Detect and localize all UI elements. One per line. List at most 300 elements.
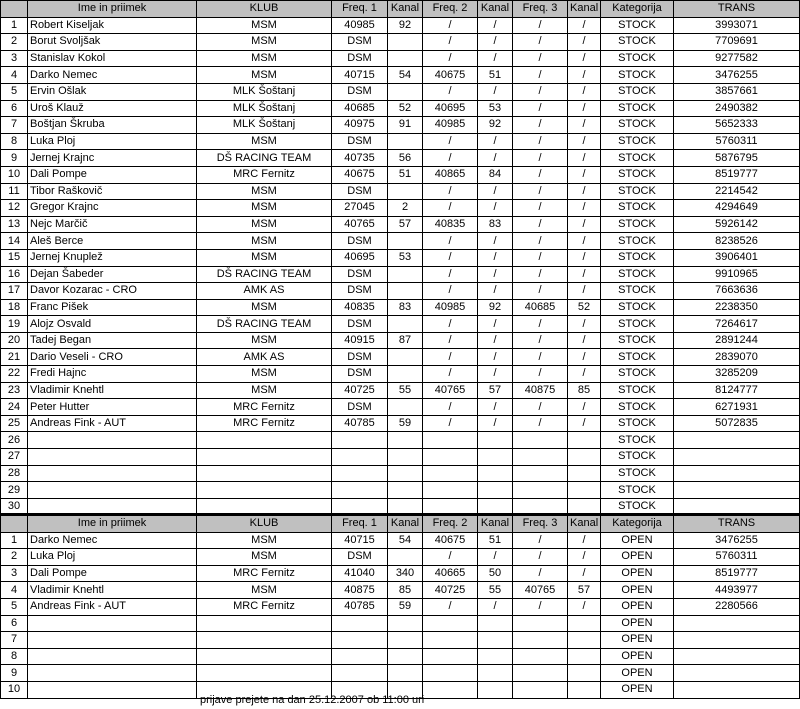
driver-name-cell: Andreas Fink - AUT [28,598,197,615]
freq-1-cell [332,615,388,632]
freq-2-cell: 40725 [423,582,478,599]
freq-1-cell: DSM [332,316,388,333]
freq-3-cell: / [513,565,568,582]
freq-2-cell: 40985 [423,117,478,134]
freq-3-cell [513,432,568,449]
row-number-cell: 9 [1,665,28,682]
transponder-cell [674,632,800,649]
channel-3-cell: / [568,565,601,582]
category-cell: STOCK [601,349,674,366]
club-cell: DŠ RACING TEAM [197,150,332,167]
channel-3-cell: / [568,67,601,84]
club-cell: MSM [197,549,332,566]
driver-name-cell: Boštjan Škruba [28,117,197,134]
channel-2-cell: 50 [478,565,513,582]
category-cell: OPEN [601,665,674,682]
channel-1-cell [388,432,423,449]
freq-3-cell [513,615,568,632]
row-number-cell: 23 [1,382,28,399]
club-cell: MSM [197,249,332,266]
driver-name-cell: Aleš Berce [28,233,197,250]
row-number-cell: 15 [1,249,28,266]
freq-1-cell: 40715 [332,532,388,549]
driver-name-cell: Vladimir Knehtl [28,382,197,399]
channel-2-cell: / [478,249,513,266]
transponder-cell: 8519777 [674,166,800,183]
transponder-cell [674,449,800,466]
transponder-cell: 2839070 [674,349,800,366]
freq-2-cell [423,665,478,682]
driver-name-cell: Andreas Fink - AUT [28,415,197,432]
table-row [1,615,800,632]
freq-2-cell: / [423,200,478,217]
channel-2-cell: / [478,34,513,51]
club-cell: MSM [197,332,332,349]
channel-2-cell: / [478,183,513,200]
category-cell: STOCK [601,166,674,183]
channel-3-cell: 57 [568,582,601,599]
freq-3-cell: / [513,549,568,566]
row-number-cell: 29 [1,482,28,499]
freq-2-cell: / [423,283,478,300]
category-cell: OPEN [601,598,674,615]
category-cell: STOCK [601,299,674,316]
driver-name-cell: Fredi Hajnc [28,366,197,383]
table-row [1,133,800,150]
freq-3-cell: / [513,233,568,250]
category-cell: STOCK [601,482,674,499]
channel-2-cell [478,665,513,682]
row-number-cell: 12 [1,200,28,217]
channel-2-cell: / [478,598,513,615]
freq-3-cell: / [513,366,568,383]
freq-1-cell [332,665,388,682]
column-header-channel-3: Kanal [568,1,601,18]
freq-3-cell [513,465,568,482]
freq-1-cell: 40765 [332,216,388,233]
freq-1-cell [332,632,388,649]
freq-3-cell [513,482,568,499]
freq-1-cell: 40985 [332,17,388,34]
transponder-cell: 3285209 [674,366,800,383]
club-cell: MSM [197,17,332,34]
channel-3-cell [568,432,601,449]
transponder-cell: 5760311 [674,133,800,150]
row-number-cell: 3 [1,565,28,582]
channel-1-cell [388,50,423,67]
freq-1-cell: 40675 [332,166,388,183]
driver-name-cell [28,482,197,499]
category-cell: STOCK [601,117,674,134]
category-cell: STOCK [601,498,674,515]
table-row [1,166,800,183]
category-cell: STOCK [601,366,674,383]
table-row [1,598,800,615]
category-cell: STOCK [601,382,674,399]
channel-1-cell [388,665,423,682]
table-row [1,632,800,649]
category-cell: STOCK [601,332,674,349]
row-number-cell: 5 [1,83,28,100]
club-cell: DŠ RACING TEAM [197,316,332,333]
channel-3-cell: 85 [568,382,601,399]
category-cell: STOCK [601,283,674,300]
category-cell: STOCK [601,233,674,250]
channel-1-cell [388,183,423,200]
transponder-cell: 2891244 [674,332,800,349]
table-row [1,216,800,233]
transponder-cell: 2280566 [674,598,800,615]
freq-2-cell: 40675 [423,67,478,84]
freq-1-cell: DSM [332,549,388,566]
transponder-cell: 9277582 [674,50,800,67]
driver-name-cell: Robert Kiseljak [28,17,197,34]
transponder-cell: 3857661 [674,83,800,100]
row-number-cell: 9 [1,150,28,167]
driver-name-cell: Dejan Šabeder [28,266,197,283]
channel-1-cell: 59 [388,415,423,432]
column-header-row-number [1,516,28,533]
freq-1-cell: 40785 [332,598,388,615]
row-number-cell: 8 [1,648,28,665]
table-row [1,366,800,383]
channel-1-cell: 83 [388,299,423,316]
transponder-cell [674,465,800,482]
driver-name-cell: Borut Svoljšak [28,34,197,51]
freq-1-cell: 40685 [332,100,388,117]
club-cell: MSM [197,50,332,67]
club-cell [197,615,332,632]
column-header-freq-3: Freq. 3 [513,1,568,18]
driver-name-cell [28,432,197,449]
transponder-cell: 7264617 [674,316,800,333]
row-number-cell: 2 [1,34,28,51]
club-cell: MSM [197,366,332,383]
freq-2-cell: / [423,316,478,333]
open-header-row [1,516,800,533]
column-header-channel-1: Kanal [388,1,423,18]
row-number-cell: 27 [1,449,28,466]
freq-2-cell: / [423,249,478,266]
table-row [1,532,800,549]
channel-2-cell [478,615,513,632]
freq-1-cell: DSM [332,133,388,150]
table-row [1,67,800,84]
transponder-cell: 3993071 [674,17,800,34]
transponder-cell [674,648,800,665]
category-cell: STOCK [601,465,674,482]
channel-2-cell: / [478,283,513,300]
freq-3-cell [513,665,568,682]
freq-3-cell: / [513,50,568,67]
row-number-cell: 7 [1,117,28,134]
column-header-transponder: TRANS [674,1,800,18]
freq-1-cell [332,648,388,665]
channel-3-cell: / [568,233,601,250]
column-header-freq-2: Freq. 2 [423,516,478,533]
column-header-driver-name: Ime in priimek [28,1,197,18]
category-cell: STOCK [601,316,674,333]
table-row [1,233,800,250]
driver-name-cell [28,449,197,466]
channel-3-cell: / [568,17,601,34]
freq-2-cell: 40865 [423,166,478,183]
freq-3-cell: / [513,349,568,366]
driver-name-cell [28,681,197,698]
freq-3-cell [513,632,568,649]
category-cell: OPEN [601,532,674,549]
driver-name-cell: Franc Pišek [28,299,197,316]
row-number-cell: 24 [1,399,28,416]
channel-3-cell [568,665,601,682]
transponder-cell [674,432,800,449]
club-cell [197,482,332,499]
table-row [1,382,800,399]
category-cell: STOCK [601,67,674,84]
freq-3-cell [513,449,568,466]
freq-2-cell [423,632,478,649]
freq-3-cell: / [513,332,568,349]
category-cell: STOCK [601,34,674,51]
club-cell [197,648,332,665]
channel-3-cell: / [568,216,601,233]
driver-name-cell: Ervin Ošlak [28,83,197,100]
channel-1-cell [388,449,423,466]
club-cell: MRC Fernitz [197,598,332,615]
channel-3-cell: / [568,249,601,266]
club-cell: MSM [197,216,332,233]
channel-3-cell [568,632,601,649]
channel-2-cell: 83 [478,216,513,233]
channel-1-cell: 53 [388,249,423,266]
channel-3-cell: 52 [568,299,601,316]
row-number-cell: 6 [1,100,28,117]
channel-2-cell: 53 [478,100,513,117]
stock-header-row [1,1,800,18]
club-cell [197,465,332,482]
driver-name-cell: Dali Pompe [28,565,197,582]
channel-3-cell [568,681,601,698]
row-number-cell: 4 [1,67,28,84]
freq-2-cell: / [423,366,478,383]
table-row [1,316,800,333]
driver-name-cell: Tadej Began [28,332,197,349]
freq-2-cell [423,482,478,499]
row-number-cell: 5 [1,598,28,615]
channel-1-cell: 92 [388,17,423,34]
channel-2-cell: / [478,316,513,333]
transponder-cell: 8238526 [674,233,800,250]
freq-3-cell: / [513,283,568,300]
channel-1-cell [388,34,423,51]
transponder-cell: 5926142 [674,216,800,233]
channel-1-cell [388,482,423,499]
channel-1-cell [388,233,423,250]
channel-1-cell [388,266,423,283]
stock-body [1,17,800,515]
freq-1-cell [332,465,388,482]
category-cell: OPEN [601,549,674,566]
transponder-cell: 2238350 [674,299,800,316]
column-header-freq-1: Freq. 1 [332,1,388,18]
freq-3-cell: / [513,17,568,34]
freq-1-cell: 40725 [332,382,388,399]
channel-1-cell: 2 [388,200,423,217]
channel-3-cell: / [568,100,601,117]
table-row [1,100,800,117]
channel-2-cell: 92 [478,117,513,134]
row-number-cell: 26 [1,432,28,449]
freq-3-cell: / [513,249,568,266]
table-row [1,582,800,599]
channel-1-cell: 59 [388,598,423,615]
freq-2-cell: / [423,17,478,34]
category-cell: STOCK [601,133,674,150]
column-header-driver-name: Ime in priimek [28,516,197,533]
channel-3-cell: / [568,183,601,200]
club-cell: MSM [197,200,332,217]
channel-1-cell [388,316,423,333]
channel-2-cell [478,482,513,499]
channel-2-cell: / [478,200,513,217]
freq-1-cell: DSM [332,283,388,300]
freq-2-cell: / [423,150,478,167]
club-cell: MLK Šoštanj [197,117,332,134]
table-row [1,50,800,67]
transponder-cell: 5072835 [674,415,800,432]
freq-3-cell: / [513,598,568,615]
row-number-cell: 2 [1,549,28,566]
channel-3-cell: / [568,50,601,67]
freq-2-cell: / [423,415,478,432]
club-cell: MSM [197,382,332,399]
channel-2-cell [478,632,513,649]
channel-1-cell [388,615,423,632]
table-row [1,283,800,300]
channel-2-cell: / [478,349,513,366]
channel-1-cell [388,648,423,665]
row-number-cell: 21 [1,349,28,366]
channel-2-cell: / [478,415,513,432]
freq-1-cell: 40975 [332,117,388,134]
row-number-cell: 22 [1,366,28,383]
channel-1-cell: 91 [388,117,423,134]
club-cell: MSM [197,299,332,316]
column-header-category: Kategorija [601,516,674,533]
freq-3-cell: / [513,200,568,217]
transponder-cell: 3906401 [674,249,800,266]
table-row [1,565,800,582]
column-header-freq-1: Freq. 1 [332,516,388,533]
freq-1-cell: DSM [332,233,388,250]
row-number-cell: 19 [1,316,28,333]
channel-2-cell: 51 [478,532,513,549]
club-cell: MRC Fernitz [197,565,332,582]
column-header-channel-3: Kanal [568,516,601,533]
freq-3-cell: / [513,183,568,200]
channel-3-cell: / [568,200,601,217]
freq-1-cell: 40695 [332,249,388,266]
category-cell: STOCK [601,399,674,416]
table-row [1,34,800,51]
channel-1-cell [388,465,423,482]
driver-name-cell: Dario Veseli - CRO [28,349,197,366]
category-cell: STOCK [601,249,674,266]
freq-1-cell: 40785 [332,415,388,432]
freq-3-cell: / [513,266,568,283]
table-row [1,183,800,200]
category-cell: STOCK [601,266,674,283]
row-number-cell: 3 [1,50,28,67]
club-cell: AMK AS [197,283,332,300]
club-cell: MSM [197,183,332,200]
category-cell: OPEN [601,615,674,632]
channel-3-cell: / [568,133,601,150]
row-number-cell: 4 [1,582,28,599]
channel-3-cell: / [568,399,601,416]
freq-3-cell: / [513,67,568,84]
row-number-cell: 16 [1,266,28,283]
channel-1-cell [388,349,423,366]
channel-3-cell: / [568,532,601,549]
table-row [1,249,800,266]
channel-2-cell: / [478,150,513,167]
driver-name-cell [28,465,197,482]
freq-3-cell: / [513,117,568,134]
row-number-cell: 10 [1,166,28,183]
category-cell: STOCK [601,432,674,449]
transponder-cell: 3476255 [674,67,800,84]
freq-1-cell: 40875 [332,582,388,599]
freq-2-cell [423,449,478,466]
channel-3-cell: / [568,332,601,349]
channel-3-cell [568,465,601,482]
freq-2-cell [423,681,478,698]
channel-1-cell: 340 [388,565,423,582]
row-number-cell: 11 [1,183,28,200]
channel-3-cell: / [568,349,601,366]
freq-2-cell: / [423,598,478,615]
freq-2-cell: / [423,183,478,200]
club-cell: MLK Šoštanj [197,100,332,117]
driver-name-cell: Davor Kozarac - CRO [28,283,197,300]
freq-3-cell [513,681,568,698]
row-number-cell: 7 [1,632,28,649]
row-number-cell: 28 [1,465,28,482]
channel-3-cell: / [568,150,601,167]
driver-name-cell [28,615,197,632]
category-cell: STOCK [601,200,674,217]
club-cell [197,665,332,682]
freq-1-cell: DSM [332,366,388,383]
column-header-row-number [1,1,28,18]
column-header-freq-2: Freq. 2 [423,1,478,18]
channel-1-cell [388,549,423,566]
table-row [1,482,800,499]
freq-3-cell: / [513,133,568,150]
freq-2-cell: / [423,83,478,100]
channel-2-cell: / [478,133,513,150]
table-row [1,449,800,466]
transponder-cell: 9910965 [674,266,800,283]
freq-3-cell [513,648,568,665]
column-header-category: Kategorija [601,1,674,18]
channel-2-cell: / [478,83,513,100]
category-cell: STOCK [601,50,674,67]
driver-name-cell: Luka Ploj [28,549,197,566]
club-cell: MSM [197,582,332,599]
freq-2-cell: / [423,332,478,349]
